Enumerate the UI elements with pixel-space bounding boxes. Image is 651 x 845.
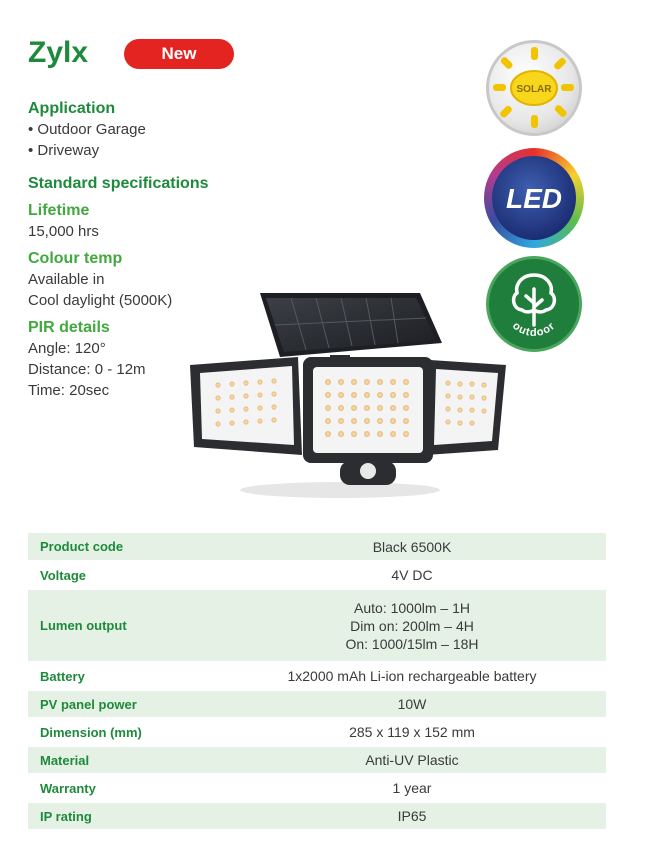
colour-temp-line: Available in [28,271,105,288]
outdoor-icon-text: outdoor [510,319,558,339]
spec-label: IP rating [28,802,218,830]
lifetime-value: 15,000 hrs [28,223,99,240]
table-row [28,746,606,774]
lifetime-heading: Lifetime [28,202,90,219]
spec-value-line: Auto: 1000lm – 1H [354,599,470,616]
table-row [28,718,606,746]
table-row [28,662,606,690]
spec-label: Battery [28,662,218,690]
spec-value [218,589,606,662]
table-row [28,774,606,802]
application-item: • Driveway [28,142,100,159]
pir-heading: PIR details [28,319,110,336]
table-row [28,589,606,662]
colour-temp-line: Cool daylight (5000K) [28,292,173,309]
solar-icon-text: SOLAR [516,84,552,95]
pir-line: Time: 20sec [28,382,110,399]
table-row [28,690,606,718]
table-row [28,802,606,830]
led-icon-text: LED [506,183,562,214]
spec-value: IP65 [218,802,606,830]
spec-label: Voltage [28,561,218,589]
spec-label: PV panel power [28,690,218,718]
led-icon [484,148,584,248]
spec-value: 4V DC [218,561,606,589]
table-row [28,561,606,589]
spec-label: Lumen output [28,589,218,662]
spec-label: Dimension (mm) [28,718,218,746]
pir-line: Angle: 120° [28,340,106,357]
spec-label: Product code [28,533,218,561]
spec-value-line: Dim on: 200lm – 4H [350,617,474,634]
spec-value: 1x2000 mAh Li-ion rechargeable battery [218,662,606,690]
application-heading: Application [28,100,116,117]
product-image [180,285,510,500]
new-badge: New [124,39,234,69]
spec-value: 10W [218,690,606,718]
spec-label: Material [28,746,218,774]
spec-label: Warranty [28,774,218,802]
solar-icon [486,40,582,136]
table-row [28,533,606,561]
product-title: Zylx [28,36,89,69]
spec-value: Black 6500K [218,533,606,561]
spec-table [28,533,606,831]
spec-value-line: On: 1000/15lm – 18H [345,635,479,652]
standard-spec-heading: Standard specifications [28,175,209,192]
application-item: • Outdoor Garage [28,121,146,138]
pir-line: Distance: 0 - 12m [28,361,146,378]
spec-value: 1 year [218,774,606,802]
spec-value: 285 x 119 x 152 mm [218,718,606,746]
spec-value: Anti-UV Plastic [218,746,606,774]
colour-temp-heading: Colour temp [28,250,123,267]
